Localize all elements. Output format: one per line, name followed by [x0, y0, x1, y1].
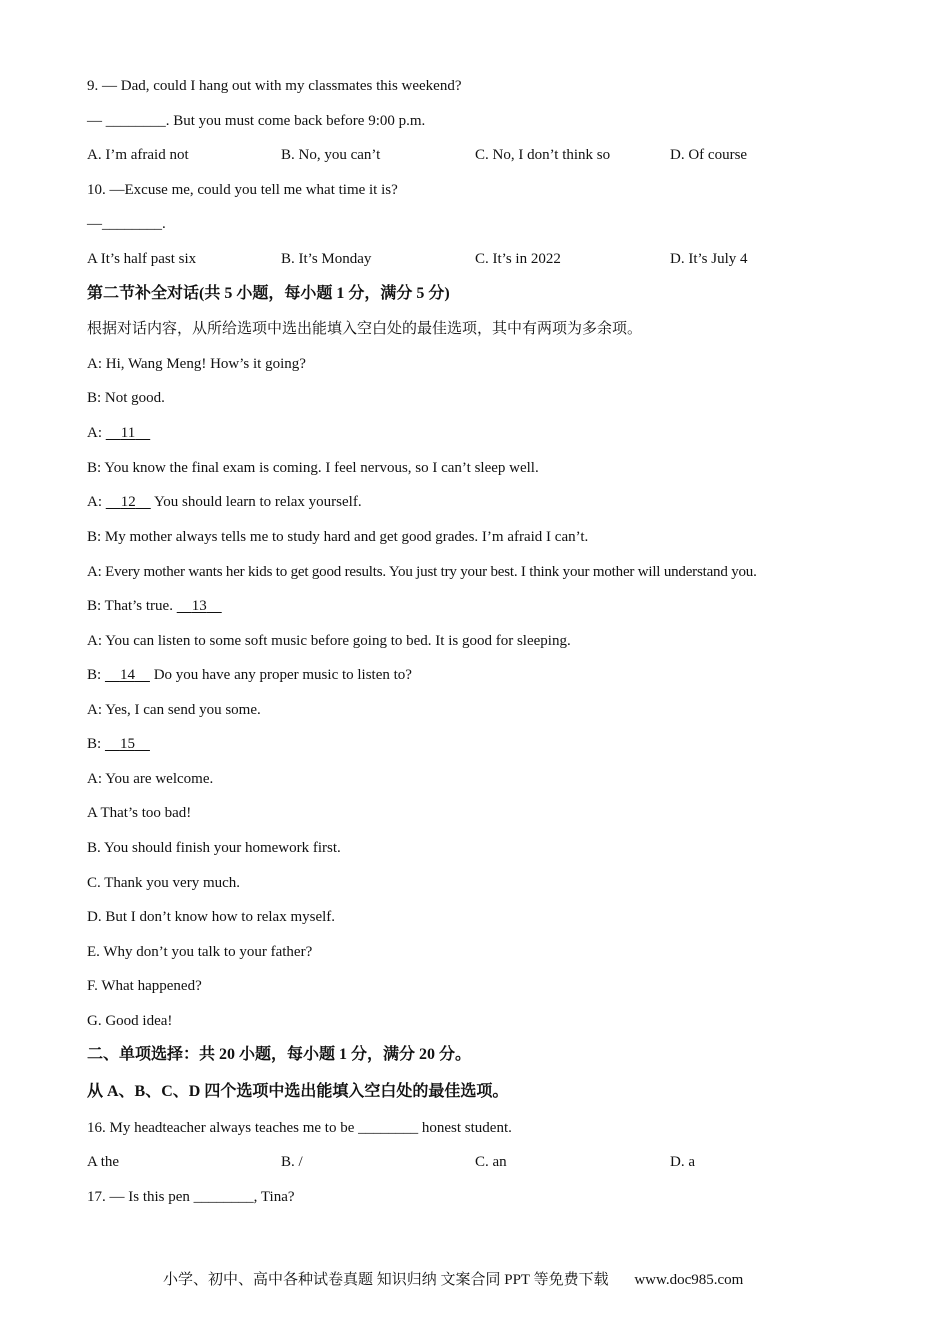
dialogue-line: A: Every mother wants her kids to get good results. You just try your best. I think your mother will understand you. — [87, 564, 757, 580]
dialogue-line: B: My mother always tells me to study hard and get good grades. I’m afraid I can’t. — [87, 529, 589, 545]
question-text: honest student. — [421, 1120, 512, 1136]
part-instruction: 从 A、B、C、D 四个选项中选出能填入空白处的最佳选项。 — [87, 1083, 509, 1100]
dialogue-line — [87, 423, 150, 443]
option-c: C. an — [475, 1154, 507, 1170]
option-d: D. It’s July 4 — [670, 251, 748, 267]
question-10-prompt — [87, 180, 398, 200]
page-footer — [163, 1270, 743, 1290]
question-text: — Dad, could I hang out with my classmates this weekend? — [102, 78, 462, 94]
option-b: B. No, you can’t — [281, 147, 381, 163]
blank-number: 14 — [119, 667, 135, 683]
dialogue-line: A: You are welcome. — [87, 771, 214, 787]
numbered-blank — [105, 734, 150, 754]
part-heading: 二、单项选择：共 20 小题，每小题 1 分，满分 20 分。 — [87, 1046, 472, 1063]
question-9-prompt — [87, 76, 462, 96]
choice-f: F. What happened? — [87, 978, 202, 994]
question-text: 17. — Is this pen — [87, 1189, 190, 1205]
choice-e: E. Why don’t you talk to your father? — [87, 944, 313, 960]
choice-a: A That’s too bad! — [87, 805, 192, 821]
dialogue-line: B: You know the final exam is coming. I feel nervous, so I can’t sleep well. — [87, 460, 539, 476]
blank-number: 11 — [120, 425, 136, 441]
answer-blank: ________ — [358, 1120, 419, 1136]
numbered-blank — [105, 665, 150, 685]
question-17-prompt — [87, 1187, 295, 1207]
choice-g: G. Good idea! — [87, 1013, 173, 1029]
option-d: D. a — [670, 1154, 695, 1170]
option-a: A. I’m afraid not — [87, 147, 189, 163]
dialogue-line — [87, 596, 222, 616]
blank-number: 15 — [119, 736, 135, 752]
numbered-blank — [106, 492, 151, 512]
speaker: A: — [87, 494, 102, 510]
dialogue-line — [87, 665, 412, 685]
speaker: B: — [87, 736, 102, 752]
speaker: B: — [87, 667, 102, 683]
dialogue-text: You should learn to relax yourself. — [153, 494, 362, 510]
option-c: C. No, I don’t think so — [475, 147, 611, 163]
dialogue-line: A: Yes, I can send you some. — [87, 702, 261, 718]
option-b: B. / — [281, 1154, 303, 1170]
dialogue-line: A: You can listen to some soft music before going to bed. It is good for sleeping. — [87, 633, 571, 649]
choice-c: C. Thank you very much. — [87, 875, 241, 891]
blank-number: 12 — [120, 494, 136, 510]
numbered-blank — [106, 423, 150, 443]
question-text: 16. My headteacher always teaches me to be — [87, 1120, 355, 1136]
dialogue-line: A: Hi, Wang Meng! How’s it going? — [87, 356, 306, 372]
section-instruction: 根据对话内容，从所给选项中选出能填入空白处的最佳选项，其中有两项为多余项。 — [87, 321, 643, 337]
question-number: 9. — [87, 78, 99, 94]
dialogue-line: B: Not good. — [87, 390, 165, 406]
choice-b: B. You should finish your homework first. — [87, 840, 341, 856]
option-b: B. It’s Monday — [281, 251, 372, 267]
dialogue-line — [87, 492, 362, 512]
question-9-reply — [87, 111, 425, 131]
option-a: A the — [87, 1154, 120, 1170]
dash: — — [87, 113, 102, 129]
answer-blank: ________ — [193, 1189, 254, 1205]
question-10-reply: —________. — [87, 216, 166, 232]
option-d: D. Of course — [670, 147, 748, 163]
reply-text: . But you must come back before 9:00 p.m. — [165, 113, 426, 129]
dialogue-line — [87, 734, 150, 754]
question-number: 10. — [87, 182, 106, 198]
question-text: —Excuse me, could you tell me what time it is? — [109, 182, 398, 198]
blank-number: 13 — [191, 598, 207, 614]
option-a: A It’s half past six — [87, 251, 197, 267]
footer-text: 小学、初中、高中各种试卷真题 知识归纳 文案合同 PPT 等免费下载 — [163, 1272, 609, 1288]
question-text: , Tina? — [253, 1189, 295, 1205]
answer-blank: ________ — [105, 113, 166, 129]
choice-d: D. But I don’t know how to relax myself. — [87, 909, 336, 925]
speaker: A: — [87, 425, 102, 441]
footer-url[interactable]: www.doc985.com — [634, 1272, 744, 1288]
numbered-blank — [177, 596, 222, 616]
question-16-prompt — [87, 1118, 512, 1138]
option-c: C. It’s in 2022 — [475, 251, 561, 267]
dialogue-text: B: That’s true. — [87, 598, 173, 614]
dialogue-text: Do you have any proper music to listen to? — [153, 667, 412, 683]
section-heading: 第二节补全对话(共 5 小题，每小题 1 分，满分 5 分) — [87, 285, 450, 302]
